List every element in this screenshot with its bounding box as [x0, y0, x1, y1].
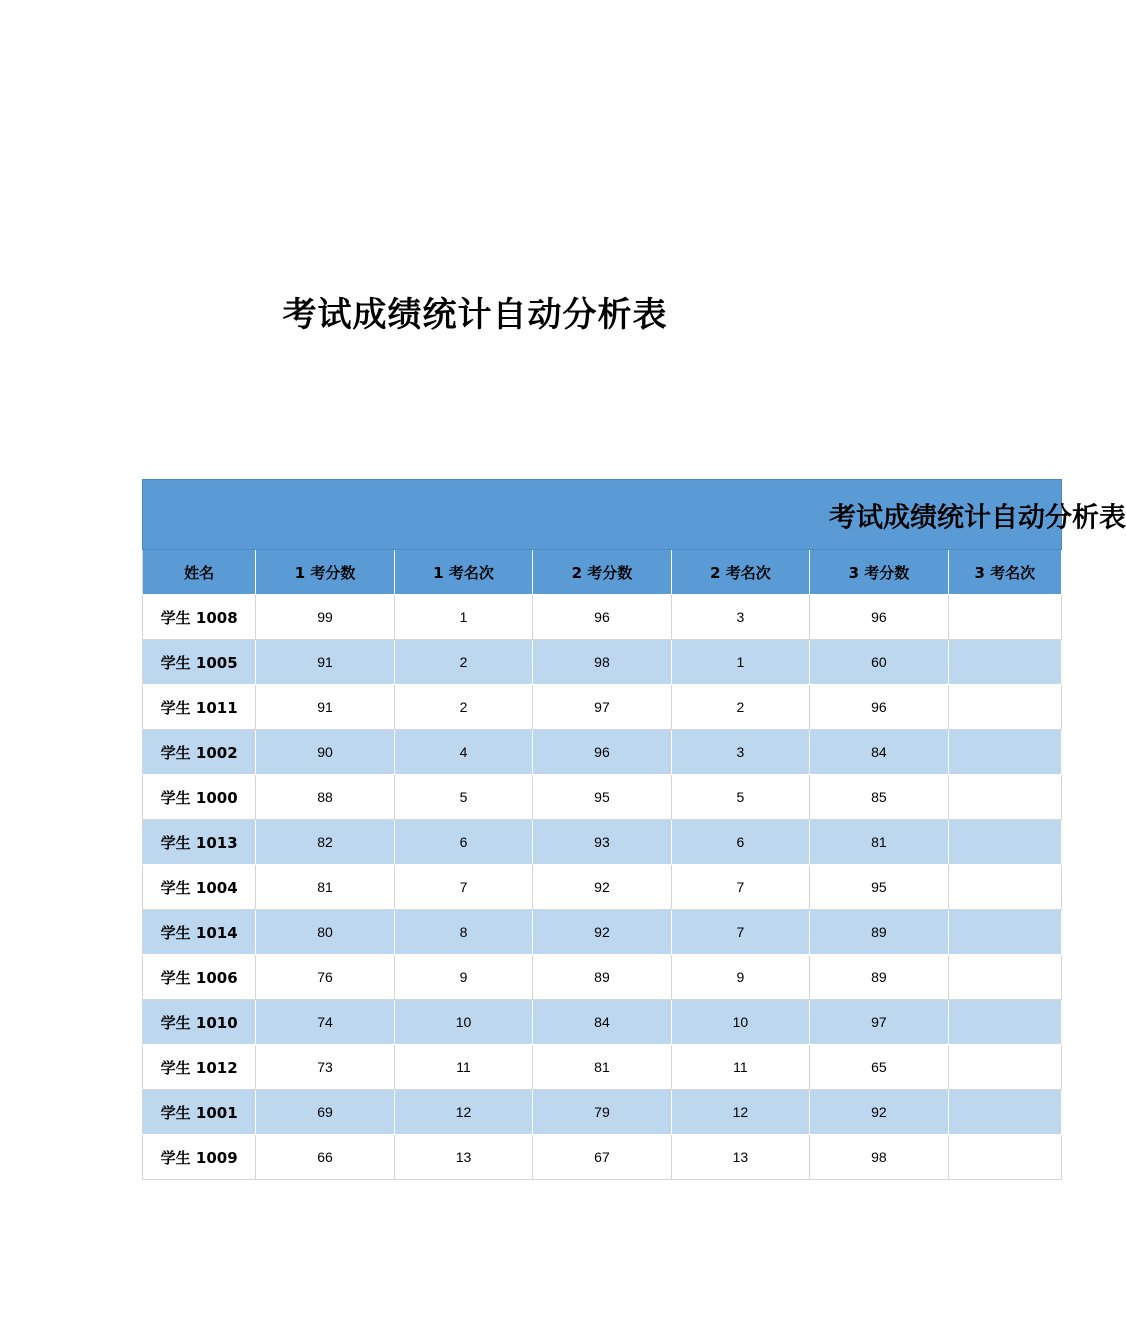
table-row: [143, 730, 1062, 775]
exam2-score-cell[interactable]: 97: [533, 685, 671, 730]
exam2-score-cell[interactable]: 84: [533, 1000, 671, 1045]
name-cell[interactable]: 学生 1009: [143, 1135, 256, 1180]
name-cell[interactable]: 学生 1005: [143, 640, 256, 685]
exam2-score-cell[interactable]: 96: [533, 595, 671, 640]
exam1-score-cell[interactable]: 91: [256, 685, 394, 730]
exam1-rank-cell[interactable]: 8: [394, 910, 532, 955]
banner-row: [143, 480, 1062, 550]
table-row: [143, 1045, 1062, 1090]
exam1-rank-cell[interactable]: 2: [394, 685, 532, 730]
name-cell[interactable]: 学生 1001: [143, 1090, 256, 1135]
exam3-score-cell[interactable]: 89: [810, 955, 948, 1000]
exam1-score-cell[interactable]: 69: [256, 1090, 394, 1135]
exam2-rank-cell[interactable]: 11: [671, 1045, 809, 1090]
name-cell[interactable]: 学生 1011: [143, 685, 256, 730]
exam2-rank-cell[interactable]: 12: [671, 1090, 809, 1135]
table-row: [143, 910, 1062, 955]
exam1-rank-cell[interactable]: 11: [394, 1045, 532, 1090]
exam1-score-cell[interactable]: 80: [256, 910, 394, 955]
exam1-rank-cell[interactable]: 10: [394, 1000, 532, 1045]
exam1-rank-cell[interactable]: 6: [394, 820, 532, 865]
exam2-score-cell[interactable]: 92: [533, 910, 671, 955]
exam1-rank-cell[interactable]: 9: [394, 955, 532, 1000]
exam3-score-cell[interactable]: 89: [810, 910, 948, 955]
exam1-score-cell[interactable]: 76: [256, 955, 394, 1000]
exam3-score-cell[interactable]: 60: [810, 640, 948, 685]
name-cell[interactable]: 学生 1002: [143, 730, 256, 775]
table-row: [143, 955, 1062, 1000]
exam2-score-cell[interactable]: 95: [533, 775, 671, 820]
exam3-rank-cell[interactable]: [948, 865, 1061, 910]
column-header-exam2-score[interactable]: 2 考分数: [533, 550, 671, 595]
exam3-rank-cell[interactable]: [948, 1090, 1061, 1135]
column-header-exam2-rank[interactable]: 2 考名次: [671, 550, 809, 595]
exam3-rank-cell[interactable]: [948, 820, 1061, 865]
table-row: [143, 685, 1062, 730]
exam2-rank-cell[interactable]: 3: [671, 730, 809, 775]
exam3-rank-cell[interactable]: [948, 730, 1061, 775]
column-header-exam1-rank[interactable]: 1 考名次: [394, 550, 532, 595]
exam1-rank-cell[interactable]: 2: [394, 640, 532, 685]
page-title: 考试成绩统计自动分析表: [282, 295, 668, 335]
exam3-rank-cell[interactable]: [948, 1045, 1061, 1090]
exam3-score-cell[interactable]: 96: [810, 595, 948, 640]
banner-cell[interactable]: [143, 480, 1126, 550]
exam1-rank-cell[interactable]: 12: [394, 1090, 532, 1135]
exam2-rank-cell[interactable]: 3: [671, 595, 809, 640]
exam3-score-cell[interactable]: 85: [810, 775, 948, 820]
table-row: [143, 1135, 1062, 1180]
name-cell[interactable]: 学生 1008: [143, 595, 256, 640]
column-header-exam1-score[interactable]: 1 考分数: [256, 550, 394, 595]
table-row: [143, 865, 1062, 910]
exam3-rank-cell[interactable]: [948, 640, 1061, 685]
column-header-exam3-rank[interactable]: 3 考名次: [948, 550, 1061, 595]
exam2-rank-cell[interactable]: 9: [671, 955, 809, 1000]
name-cell[interactable]: 学生 1010: [143, 1000, 256, 1045]
exam2-rank-cell[interactable]: 10: [671, 1000, 809, 1045]
exam1-rank-cell[interactable]: 1: [394, 595, 532, 640]
header-row: [143, 550, 1062, 595]
score-sheet: [142, 479, 1126, 1184]
exam1-score-cell[interactable]: 82: [256, 820, 394, 865]
table-row: [143, 640, 1062, 685]
name-cell[interactable]: 学生 1013: [143, 820, 256, 865]
name-cell[interactable]: 学生 1004: [143, 865, 256, 910]
exam2-rank-cell[interactable]: 7: [671, 910, 809, 955]
exam2-score-cell[interactable]: 79: [533, 1090, 671, 1135]
exam3-score-cell[interactable]: 81: [810, 820, 948, 865]
exam2-rank-cell[interactable]: 5: [671, 775, 809, 820]
name-cell[interactable]: 学生 1012: [143, 1045, 256, 1090]
exam3-score-cell[interactable]: 92: [810, 1090, 948, 1135]
exam2-score-cell[interactable]: 96: [533, 730, 671, 775]
exam3-rank-cell[interactable]: [948, 1135, 1061, 1180]
table-banner-title: 考试成绩统计自动分析表: [829, 502, 1126, 533]
table-row: [143, 775, 1062, 820]
exam2-score-cell[interactable]: 93: [533, 820, 671, 865]
exam3-score-cell[interactable]: 98: [810, 1135, 948, 1180]
score-table: [142, 479, 1126, 1180]
exam2-score-cell[interactable]: 92: [533, 865, 671, 910]
exam3-score-cell[interactable]: 97: [810, 1000, 948, 1045]
name-cell[interactable]: 学生 1006: [143, 955, 256, 1000]
column-header-name[interactable]: 姓名: [143, 550, 256, 595]
exam2-rank-cell[interactable]: 13: [671, 1135, 809, 1180]
exam3-score-cell[interactable]: 84: [810, 730, 948, 775]
column-header-exam3-score[interactable]: 3 考分数: [810, 550, 948, 595]
exam1-rank-cell[interactable]: 4: [394, 730, 532, 775]
exam1-rank-cell[interactable]: 13: [394, 1135, 532, 1180]
table-row: [143, 1090, 1062, 1135]
exam1-score-cell[interactable]: 66: [256, 1135, 394, 1180]
exam1-rank-cell[interactable]: 7: [394, 865, 532, 910]
name-cell[interactable]: 学生 1000: [143, 775, 256, 820]
exam1-score-cell[interactable]: 81: [256, 865, 394, 910]
name-cell[interactable]: 学生 1014: [143, 910, 256, 955]
table-row: [143, 1000, 1062, 1045]
table-row: [143, 820, 1062, 865]
exam2-rank-cell[interactable]: 6: [671, 820, 809, 865]
exam1-score-cell[interactable]: 90: [256, 730, 394, 775]
exam3-rank-cell[interactable]: [948, 775, 1061, 820]
exam1-score-cell[interactable]: 91: [256, 640, 394, 685]
exam2-rank-cell[interactable]: 7: [671, 865, 809, 910]
exam2-score-cell[interactable]: 98: [533, 640, 671, 685]
exam2-score-cell[interactable]: 81: [533, 1045, 671, 1090]
table-row: [143, 595, 1062, 640]
exam3-score-cell[interactable]: 95: [810, 865, 948, 910]
exam3-score-cell[interactable]: 65: [810, 1045, 948, 1090]
exam2-score-cell[interactable]: 67: [533, 1135, 671, 1180]
exam3-rank-cell[interactable]: [948, 955, 1061, 1000]
exam3-score-cell[interactable]: 96: [810, 685, 948, 730]
exam1-rank-cell[interactable]: 5: [394, 775, 532, 820]
exam1-score-cell[interactable]: 73: [256, 1045, 394, 1090]
exam3-rank-cell[interactable]: [948, 685, 1061, 730]
exam1-score-cell[interactable]: 99: [256, 595, 394, 640]
exam2-rank-cell[interactable]: 2: [671, 685, 809, 730]
exam3-rank-cell[interactable]: [948, 910, 1061, 955]
exam3-rank-cell[interactable]: [948, 595, 1061, 640]
exam1-score-cell[interactable]: 88: [256, 775, 394, 820]
exam2-rank-cell[interactable]: 1: [671, 640, 809, 685]
exam3-rank-cell[interactable]: [948, 1000, 1061, 1045]
exam2-score-cell[interactable]: 89: [533, 955, 671, 1000]
exam1-score-cell[interactable]: 74: [256, 1000, 394, 1045]
